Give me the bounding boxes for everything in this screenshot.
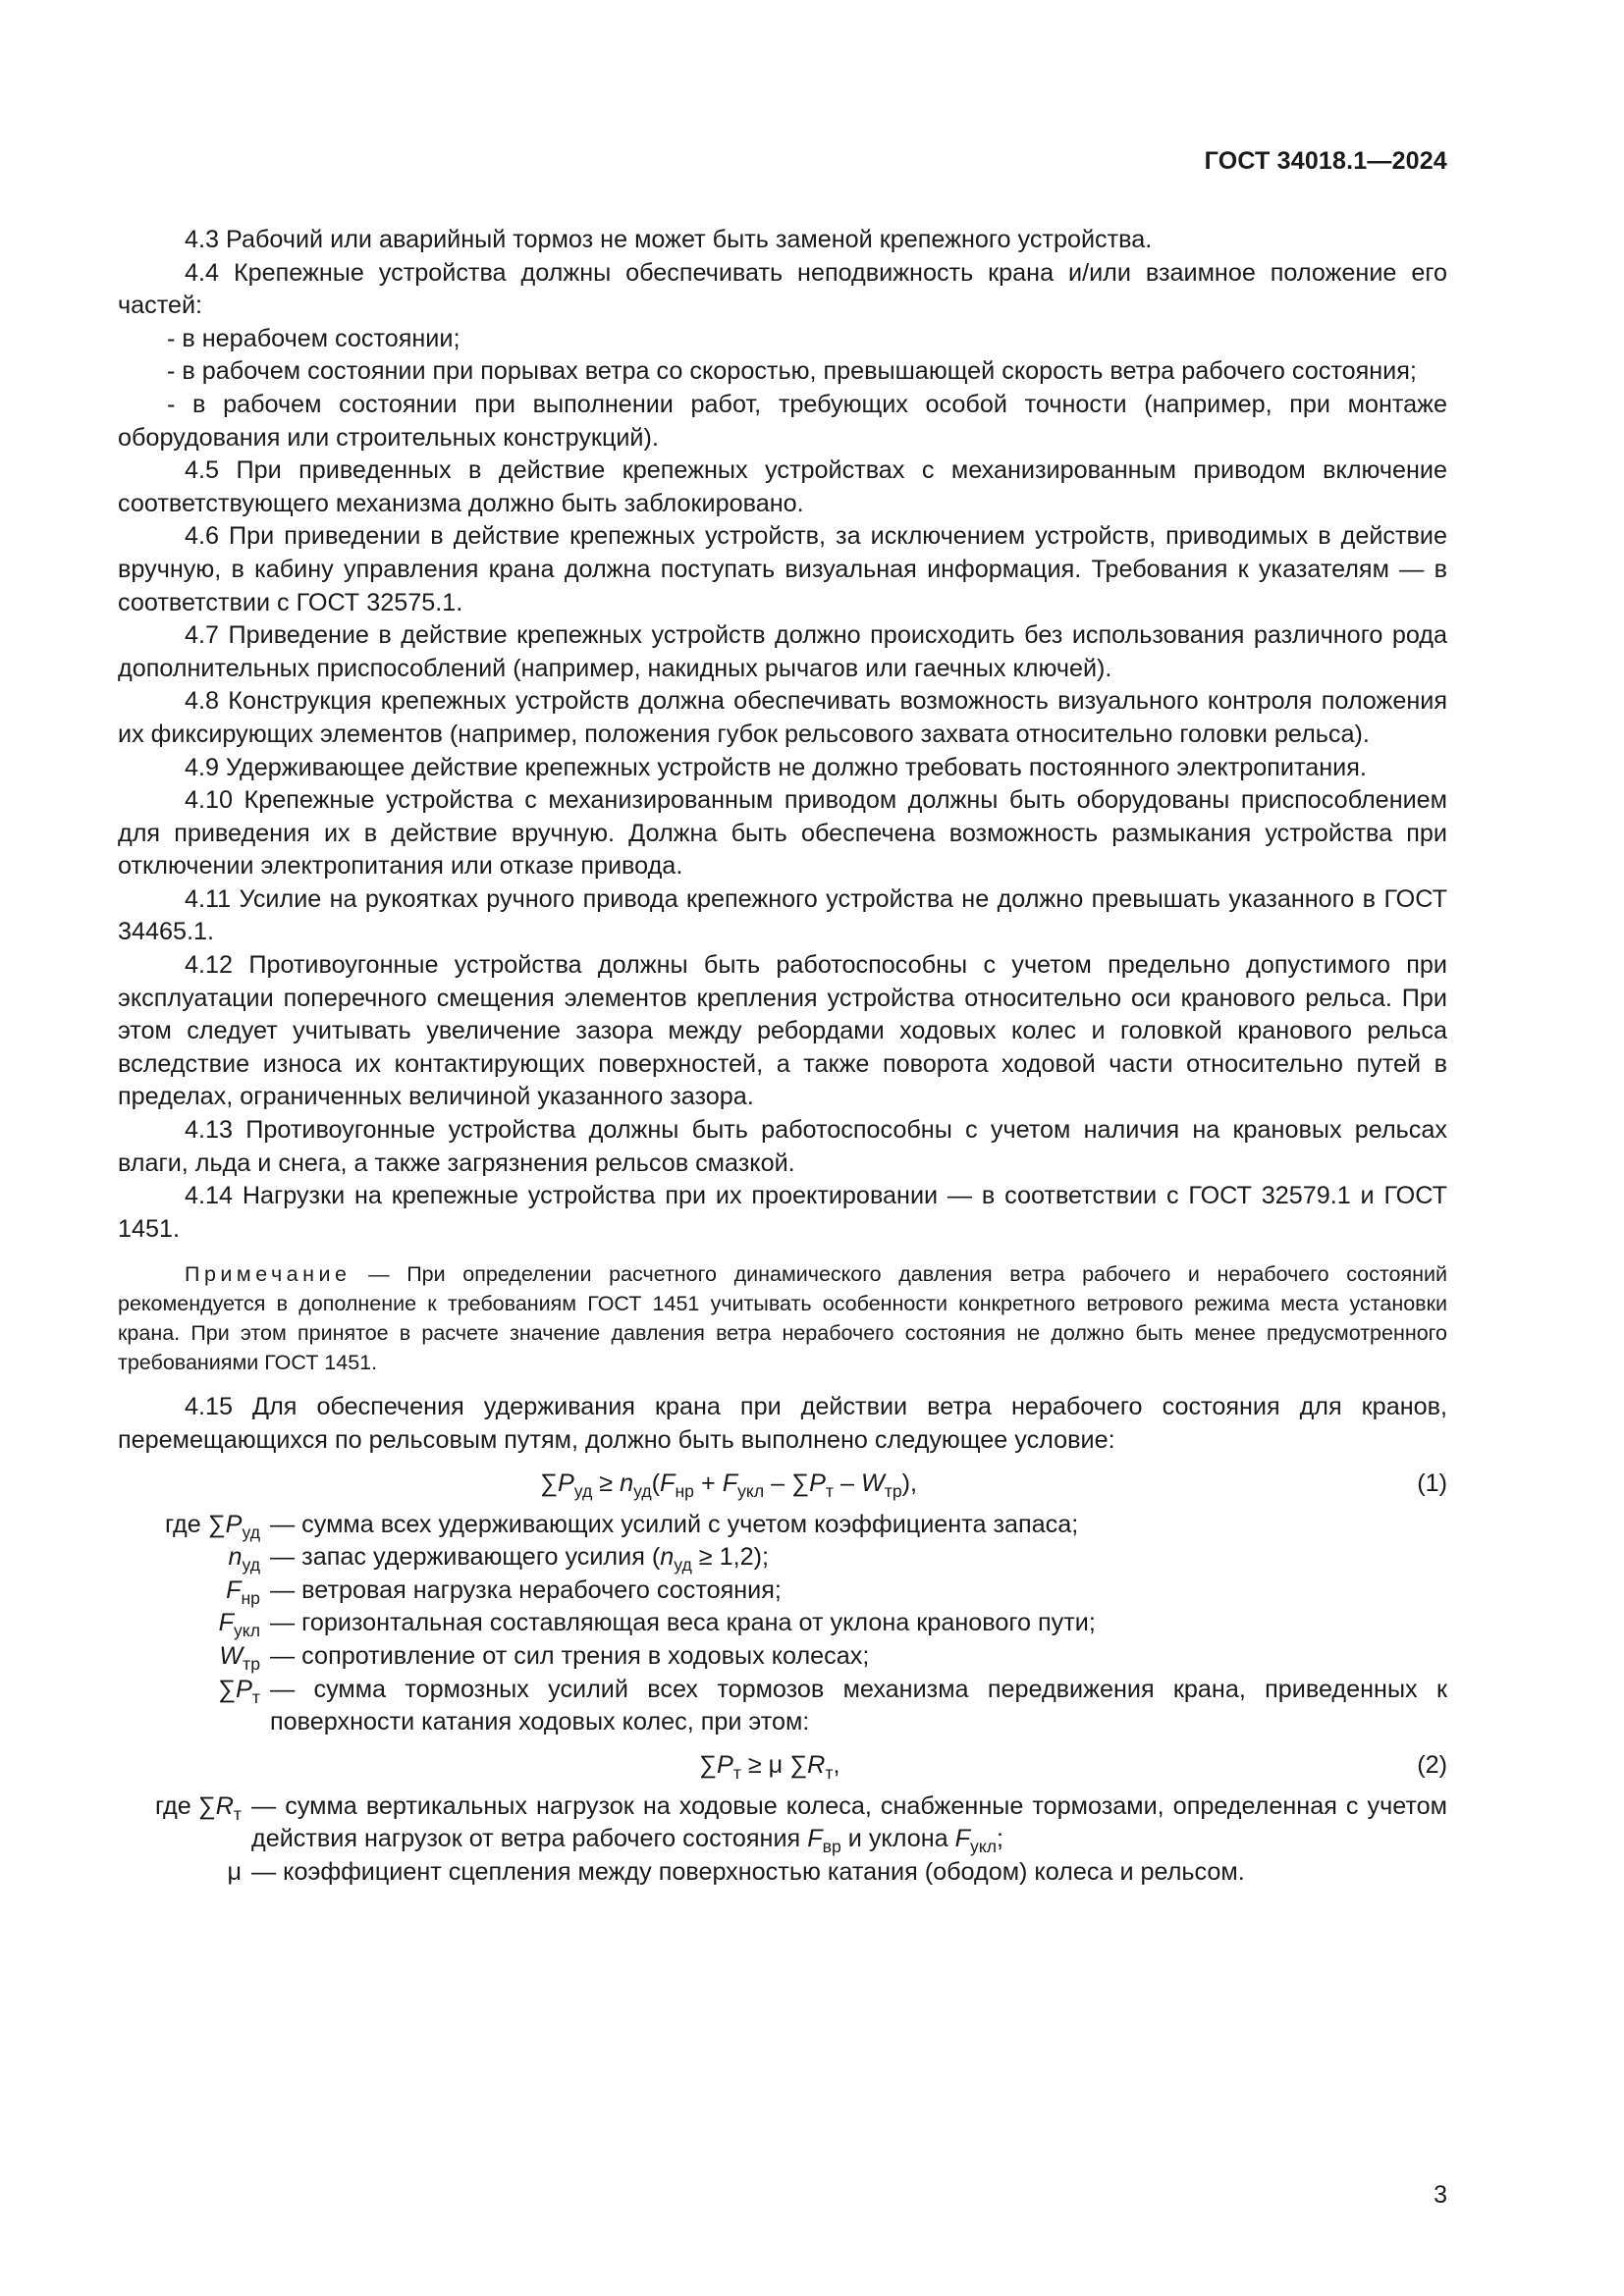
definition-text: — сопротивление от сил трения в ходовых колесах;: [270, 1641, 870, 1670]
document-header: ГОСТ 34018.1—2024: [1204, 147, 1447, 175]
paragraph-4-4: 4.4 Крепежные устройства должны обеспечивать неподвижность крана и/или взаимное положение его частей:: [118, 258, 1447, 320]
definitions-list-1: [118, 1509, 1447, 1739]
definition-symbol: $\sum P_т$: [218, 1675, 260, 1707]
formula-1-expression: $\sum P_{уд} \ge n_{уд}(F_{нр} + F_{укл} - \sum P_т - W_{тр})$,: [540, 1468, 918, 1501]
definition-text: — горизонтальная составляющая веса крана от уклона кранового пути;: [270, 1609, 1096, 1637]
definition-symbol: где $\sum P_{уд}$: [164, 1510, 260, 1542]
paragraph-4-8: 4.8 Конструкция крепежных устройств должна обеспечивать возможность визуального контроля положения их фиксирующих элементов (например, положения губок рельсового захвата относительно головки рельса).: [118, 687, 1447, 748]
definitions-list-2: [118, 1790, 1447, 1890]
definition-symbol: μ: [227, 1857, 242, 1886]
note-text: — При определении расчетного динамического давления ветра рабочего и нерабочего состояний рекомендуется в дополнение к требованиям ГОСТ 1451 учитывать особенности конкретного ветрового режима места установки крана. При этом принятое в расчете значение давления ветра нерабочего состояния не должно быть менее предусмотренного требованиями ГОСТ 1451.: [118, 1262, 1447, 1375]
paragraph-4-14: 4.14 Нагрузки на крепежные устройства при их проектировании — в соответствии с ГОСТ 32579.1 и ГОСТ 1451.: [118, 1182, 1447, 1243]
paragraph-4-3: 4.3 Рабочий или аварийный тормоз не может быть заменой крепежного устройства.: [185, 226, 1153, 253]
list-item: - в рабочем состоянии при порывах ветра со скоростью, превышающей скорость ветра рабочего состояния;: [167, 357, 1417, 386]
definition-text: — ветровая нагрузка нерабочего состояния;: [270, 1575, 782, 1604]
definition-symbol: $n_{уд}$: [228, 1543, 260, 1575]
formula-1-number: (1): [1417, 1468, 1447, 1497]
paragraph-4-7: 4.7 Приведение в действие крепежных устройств должно происходить без использования различного рода дополнительных приспособлений (например, накидных рычагов или гаечных ключей).: [118, 621, 1447, 682]
paragraph-4-10: 4.10 Крепежные устройства с механизированным приводом должны быть оборудованы приспособлением для приведения их в действие вручную. Должна быть обеспечена возможность размыкания устройства при отключении электропитания или отказе привода.: [118, 786, 1447, 881]
definition-text: — запас удерживающего усилия $(n_{уд} \ge 1,2)$;: [270, 1543, 769, 1575]
paragraph-4-11: 4.11 Усилие на рукоятках ручного привода крепежного устройства не должно превышать указанного в ГОСТ 34465.1.: [118, 884, 1447, 946]
paragraph-4-15: 4.15 Для обеспечения удерживания крана при действии ветра нерабочего состояния для кранов, перемещающихся по рельсовым путям, должно быть выполнено следующее условие:: [118, 1393, 1447, 1454]
paragraph-4-9: 4.9 Удерживающее действие крепежных устройств не должно требовать постоянного электропитания.: [185, 753, 1367, 781]
paragraph-4-12: 4.12 Противоугонные устройства должны быть работоспособны с учетом предельно допустимого при эксплуатации поперечного смещения элементов крепления устройства относительно оси кранового рельса. При этом следует учитывать увеличение зазора между ребордами ходовых колес и головкой кранового рельса вследствие износа их контактирующих поверхностей, а также поворота ходовой части относительно путей в пределах, ограниченных величиной указанного зазора.: [118, 951, 1447, 1111]
formula-2: [118, 1743, 1447, 1789]
definition-symbol: $F_{нр}$: [226, 1575, 260, 1608]
note: [118, 1259, 1447, 1377]
paragraph-4-6: 4.6 При приведении в действие крепежных устройств, за исключением устройств, приводимых в действие вручную, в кабину управления крана должна поступать визуальная информация. Требования к указателям — в соответствии с ГОСТ 32575.1.: [118, 522, 1447, 616]
definition-symbol: где $\sum R_т$: [154, 1791, 242, 1824]
document-body: [118, 224, 1447, 1890]
definition-text: — сумма всех удерживающих усилий с учетом коэффициента запаса;: [270, 1510, 1079, 1538]
definition-text: — коэффициент сцепления между поверхностью катания (ободом) колеса и рельсом.: [251, 1857, 1245, 1886]
paragraph-4-5: 4.5 При приведенных в действие крепежных устройствах с механизированным приводом включение соответствующего механизма должно быть заблокировано.: [118, 456, 1447, 517]
page-number: 3: [1434, 2181, 1447, 2209]
definition-symbol: $F_{укл}$: [218, 1609, 260, 1641]
list-item: - в нерабочем состоянии;: [167, 324, 460, 352]
formula-2-expression: $\sum P_т \ge \mu$ $\sum R_т$,: [699, 1750, 840, 1783]
note-label: Примечание: [185, 1262, 352, 1287]
paragraph-4-13: 4.13 Противоугонные устройства должны быть работоспособны с учетом наличия на крановых рельсах влаги, льда и снега, а также загрязнения рельсов смазкой.: [118, 1116, 1447, 1177]
formula-2-number: (2): [1417, 1750, 1447, 1779]
definition-text: — сумма тормозных усилий всех тормозов механизма передвижения крана, приведенных к поверхности катания ходовых колес, при этом:: [270, 1675, 1447, 1736]
formula-1: [118, 1462, 1447, 1507]
list-item: - в рабочем состоянии при выполнении работ, требующих особой точности (например, при монтаже оборудования или строительных конструкций).: [118, 390, 1447, 452]
definition-text: — сумма вертикальных нагрузок на ходовые колеса, снабженные тормозами, определенная с учетом действия нагрузок от ветра рабочего состояния $F_{вр}$ и уклона $F_{укл}$;: [251, 1791, 1447, 1857]
definition-symbol: $W_{тр}$: [219, 1641, 260, 1675]
